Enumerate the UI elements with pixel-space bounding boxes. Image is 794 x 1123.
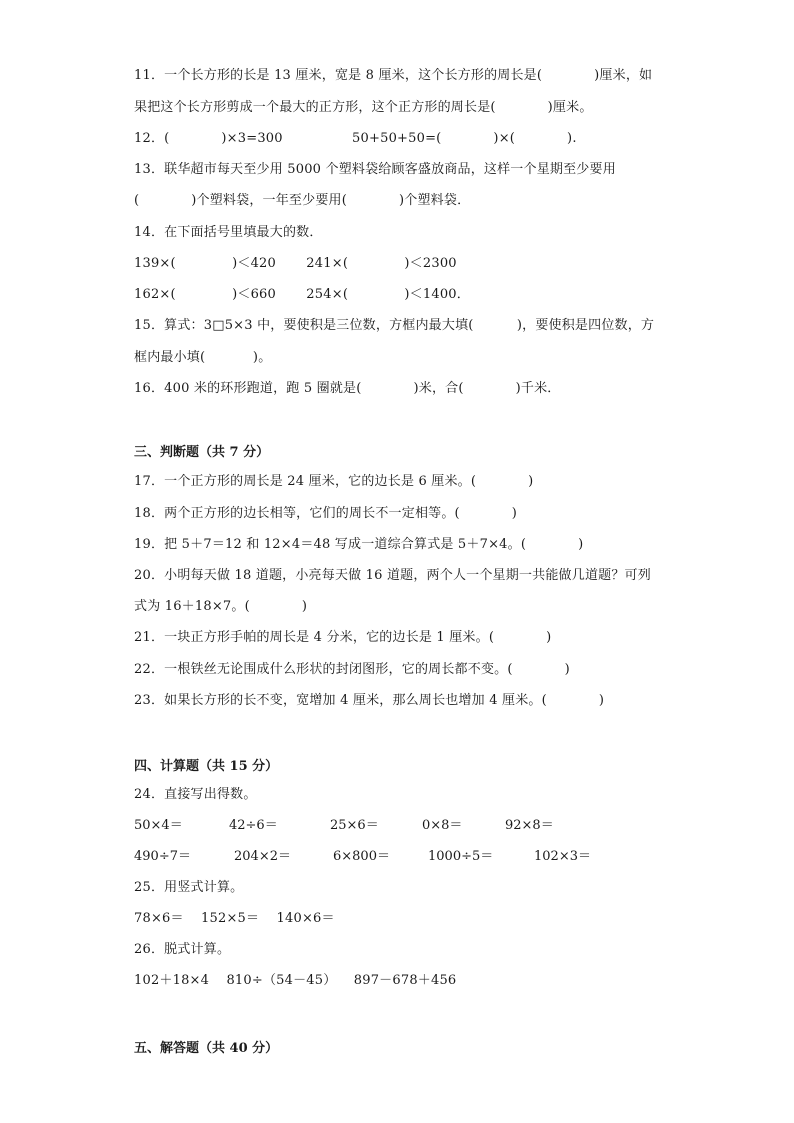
math-item: 6×800＝ <box>333 849 390 864</box>
question-17: 17．一个正方形的周长是 24 厘米，它的边长是 6 厘米。( ) <box>134 474 534 489</box>
question-15-line-2: 框内最小填( )。 <box>134 350 272 365</box>
math-item: 204×2＝ <box>234 849 291 864</box>
math-item: 92×8＝ <box>505 818 554 833</box>
question-25-items: 78×6＝ 152×5＝ 140×6＝ <box>134 911 335 926</box>
question-22: 22．一根铁丝无论围成什么形状的封闭图形，它的周长都不变。( ) <box>134 662 570 677</box>
question-25: 25．用竖式计算。 <box>134 880 244 895</box>
question-20-line-1: 20．小明每天做 18 道题，小亮每天做 16 道题，两个人一个星期一共能做几道题？可列 <box>134 568 651 583</box>
section-4-title: 四、计算题（共 15 分） <box>134 759 279 774</box>
math-item: 102×3＝ <box>534 849 591 864</box>
question-16: 16．400 米的环形跑道，跑 5 圈就是( )米，合( )千米． <box>134 381 561 396</box>
question-20-line-2: 式为 16＋18×7。( ) <box>134 599 308 614</box>
math-item: 0×8＝ <box>422 818 463 833</box>
question-19: 19．把 5＋7＝12 和 12×4＝48 写成一道综合算式是 5＋7×4。( ) <box>134 537 584 552</box>
math-item: 50×4＝ <box>134 818 183 833</box>
question-15-line-1: 15．算式：3□5×3 中，要使积是三位数，方框内最大填( )，要使积是四位数，方 <box>134 318 655 333</box>
question-12: 12．( )×3=300 50+50+50=( )×( ). <box>134 131 577 146</box>
math-item: 490÷7＝ <box>134 849 191 864</box>
question-26-items: 102＋18×4 810÷（54－45） 897－678＋456 <box>134 973 457 988</box>
question-11-line-1: 11．一个长方形的长是 13 厘米，宽是 8 厘米，这个长方形的周长是( )厘米，如 <box>134 68 653 83</box>
question-14-line-3: 162×( )＜660 254×( )＜1400． <box>134 287 470 302</box>
question-23: 23．如果长方形的长不变，宽增加 4 厘米，那么周长也增加 4 厘米。( ) <box>134 693 605 708</box>
question-18: 18．两个正方形的边长相等，它们的周长不一定相等。( ) <box>134 506 518 521</box>
math-item: 25×6＝ <box>330 818 379 833</box>
math-item: 1000÷5＝ <box>428 849 494 864</box>
section-3-title: 三、判断题（共 7 分） <box>134 445 270 460</box>
question-13-line-2: ( )个塑料袋，一年至少要用( )个塑料袋． <box>134 193 471 208</box>
question-14-line-1: 14．在下面括号里填最大的数． <box>134 225 323 240</box>
section-5-title: 五、解答题（共 40 分） <box>134 1041 279 1056</box>
question-13-line-1: 13．联华超市每天至少用 5000 个塑料袋给顾客盛放商品，这样一个星期至少要用 <box>134 162 616 177</box>
question-26: 26．脱式计算。 <box>134 942 231 957</box>
question-24: 24．直接写出得数。 <box>134 787 257 802</box>
math-item: 42÷6＝ <box>229 818 278 833</box>
question-11-line-2: 果把这个长方形剪成一个最大的正方形，这个正方形的周长是( )厘米。 <box>134 100 593 115</box>
question-21: 21．一块正方形手帕的周长是 4 分米，它的边长是 1 厘米。( ) <box>134 630 552 645</box>
question-14-line-2: 139×( )＜420 241×( )＜2300 <box>134 256 457 271</box>
